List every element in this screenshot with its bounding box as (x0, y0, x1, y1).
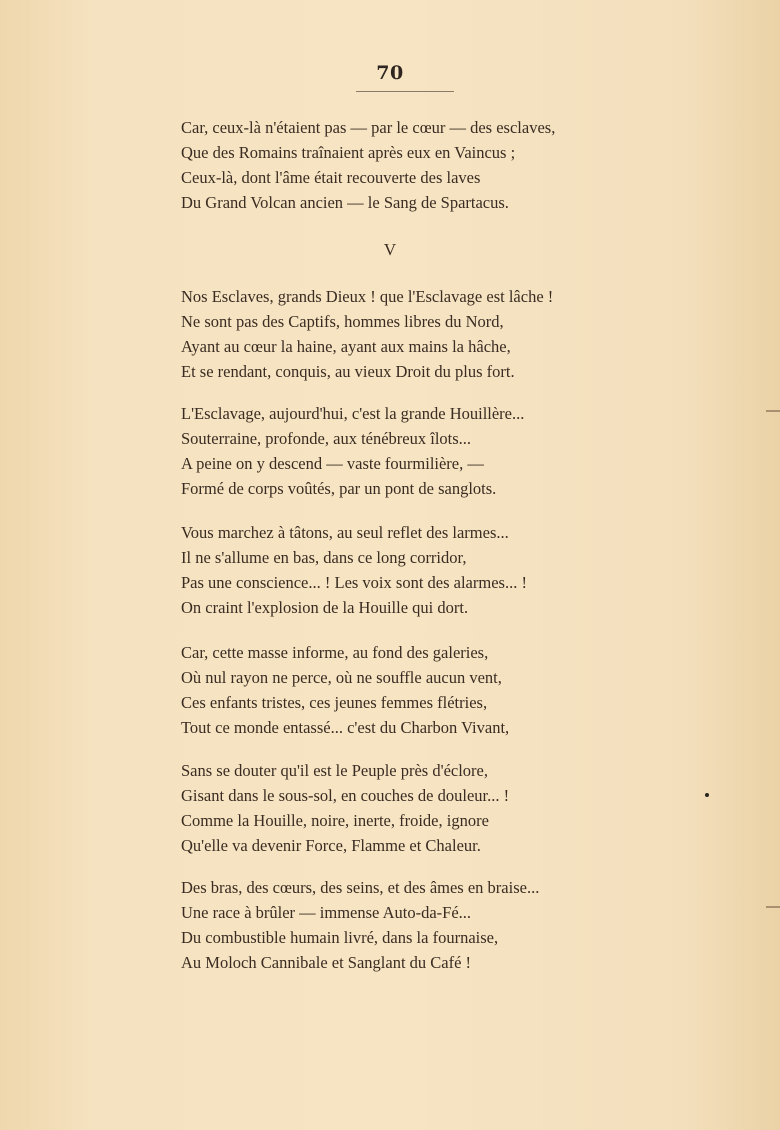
verse-line: Du combustible humain livré, dans la fournaise, (181, 928, 499, 947)
verse-line: Ayant au cœur la haine, ayant aux mains la hâche, (181, 337, 511, 356)
verse-line: Car, cette masse informe, au fond des galeries, (181, 643, 489, 662)
verse-line: Ne sont pas des Captifs, hommes libres du Nord, (181, 312, 504, 331)
verse-line: Une race à brûler — immense Auto-da-Fé... (181, 903, 472, 922)
verse-line: Formé de corps voûtés, par un pont de sanglots. (181, 479, 497, 498)
stanza-3 (181, 401, 651, 501)
verse-line: Souterraine, profonde, aux ténébreux îlots... (181, 429, 472, 448)
page-number: 70 (376, 62, 404, 84)
verse-line: L'Esclavage, aujourd'hui, c'est la grande Houillère... (181, 404, 525, 423)
verse-line: Sans se douter qu'il est le Peuple près d'éclore, (181, 761, 488, 780)
stanza-4 (181, 520, 651, 620)
page-number-rule (356, 91, 454, 92)
verse-line: A peine on y descend — vaste fourmilière, — (181, 454, 484, 473)
verse-line: Ceux-là, dont l'âme était recouverte des laves (181, 168, 481, 187)
paper-edge-mark (766, 410, 780, 412)
stanza-6 (181, 758, 651, 858)
stanza-5 (181, 640, 651, 740)
verse-line: Vous marchez à tâtons, au seul reflet des larmes... (181, 523, 509, 542)
verse-line: Que des Romains traînaient après eux en Vaincus ; (181, 143, 516, 162)
verse-line: Des bras, des cœurs, des seins, et des âmes en braise... (181, 878, 540, 897)
verse-line: Qu'elle va devenir Force, Flamme et Chaleur. (181, 836, 481, 855)
stanza-2 (181, 284, 651, 384)
stanza-1 (181, 115, 651, 215)
verse-line: Pas une conscience... ! Les voix sont des alarmes... ! (181, 573, 527, 592)
verse-line: On craint l'explosion de la Houille qui dort. (181, 598, 469, 617)
paper-edge-mark (766, 906, 780, 908)
ink-speck (705, 793, 709, 797)
section-numeral: V (383, 240, 397, 259)
verse-line: Où nul rayon ne perce, où ne souffle aucun vent, (181, 668, 502, 687)
verse-line: Au Moloch Cannibale et Sanglant du Café ! (181, 953, 472, 972)
verse-line: Tout ce monde entassé... c'est du Charbon Vivant, (181, 718, 510, 737)
verse-line: Il ne s'allume en bas, dans ce long corridor, (181, 548, 467, 567)
verse-line: Comme la Houille, noire, inerte, froide, ignore (181, 811, 489, 830)
verse-line: Ces enfants tristes, ces jeunes femmes flétries, (181, 693, 488, 712)
verse-line: Car, ceux-là n'étaient pas — par le cœur — des esclaves, (181, 118, 556, 137)
verse-line: Nos Esclaves, grands Dieux ! que l'Esclavage est lâche ! (181, 287, 554, 306)
verse-line: Du Grand Volcan ancien — le Sang de Spartacus. (181, 193, 509, 212)
stanza-7 (181, 875, 651, 975)
verse-line: Et se rendant, conquis, au vieux Droit du plus fort. (181, 362, 515, 381)
verse-line: Gisant dans le sous-sol, en couches de douleur... ! (181, 786, 510, 805)
